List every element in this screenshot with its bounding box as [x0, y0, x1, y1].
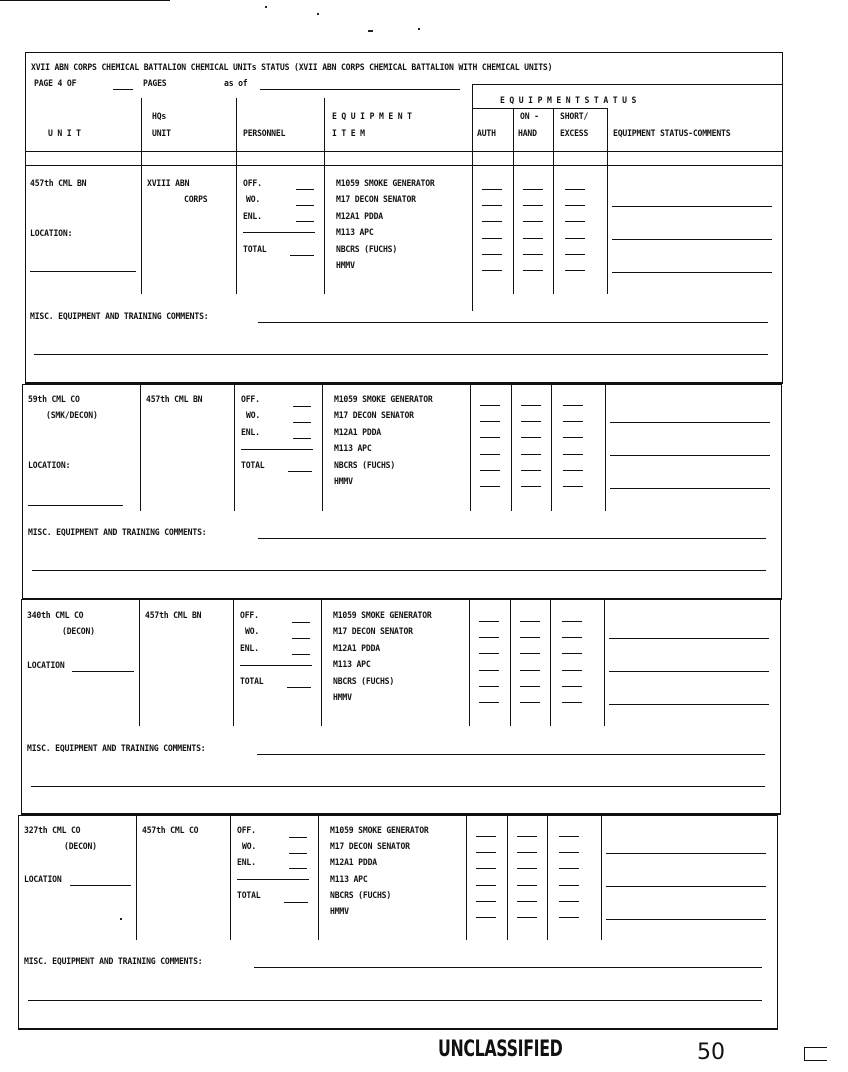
comment-line[interactable]	[612, 239, 772, 240]
short-blank[interactable]	[563, 486, 583, 487]
on-hand-blank[interactable]	[520, 621, 540, 622]
col-divider	[230, 816, 231, 940]
on-hand-blank[interactable]	[521, 405, 541, 406]
equipment-item: HMMV	[336, 261, 355, 271]
short-blank[interactable]	[559, 852, 579, 853]
scan-speck	[368, 30, 373, 32]
as-of-date-blank[interactable]	[260, 89, 460, 90]
as-of-label: as of	[224, 79, 248, 89]
col-on-hand-2: HAND	[518, 129, 537, 139]
misc-line[interactable]	[31, 786, 765, 787]
on-hand-blank[interactable]	[517, 901, 537, 902]
on-hand-blank[interactable]	[517, 852, 537, 853]
scan-speck	[418, 28, 420, 30]
equip-status-sub-rule	[472, 108, 608, 109]
off-blank[interactable]	[293, 406, 311, 407]
misc-label: MISC. EQUIPMENT AND TRAINING COMMENTS:	[28, 528, 207, 538]
location-label: LOCATION:	[30, 229, 73, 239]
personnel-enl: ENL.	[240, 644, 259, 654]
top-rule	[0, 0, 170, 1]
short-blank[interactable]	[563, 470, 583, 471]
col-divider	[507, 816, 508, 940]
short-blank[interactable]	[559, 901, 579, 902]
auth-blank[interactable]	[480, 486, 500, 487]
comment-line[interactable]	[606, 853, 766, 854]
col-unit: U N I T	[48, 129, 81, 139]
col-divider	[141, 98, 142, 166]
col-divider	[470, 385, 471, 511]
equipment-item: M12A1 PDDA	[336, 212, 383, 222]
equipment-item: M113 APC	[334, 444, 372, 454]
misc-label: MISC. EQUIPMENT AND TRAINING COMMENTS:	[30, 312, 209, 322]
col-divider	[607, 166, 608, 294]
misc-line[interactable]	[258, 538, 766, 539]
location-blank[interactable]	[72, 671, 134, 672]
col-divider	[236, 98, 237, 166]
equipment-item: NBCRS (FUCHS)	[334, 461, 396, 471]
short-blank[interactable]	[565, 270, 585, 271]
auth-blank[interactable]	[480, 454, 500, 455]
on-hand-blank[interactable]	[520, 637, 540, 638]
comment-line[interactable]	[612, 206, 772, 207]
page-number: 50	[697, 1040, 725, 1065]
comment-line[interactable]	[612, 272, 772, 273]
auth-blank[interactable]	[482, 205, 502, 206]
col-divider	[553, 108, 554, 166]
col-divider	[469, 600, 470, 726]
col-divider	[513, 166, 514, 294]
equipment-item: M1059 SMOKE GENERATOR	[330, 826, 429, 836]
auth-blank[interactable]	[480, 437, 500, 438]
auth-blank[interactable]	[479, 686, 499, 687]
personnel-enl: ENL.	[237, 858, 256, 868]
auth-blank[interactable]	[479, 621, 499, 622]
unit-name: 327th CML CO	[24, 826, 81, 836]
hq-unit: 457th CML BN	[145, 611, 202, 621]
col-divider	[466, 816, 467, 940]
col-divider	[321, 600, 322, 726]
equipment-item: HMMV	[333, 693, 352, 703]
col-equip-item-1: E Q U I P M E N T	[332, 112, 412, 122]
equipment-item: M1059 SMOKE GENERATOR	[336, 179, 435, 189]
on-hand-blank[interactable]	[517, 917, 537, 918]
auth-blank[interactable]	[479, 653, 499, 654]
col-divider	[324, 98, 325, 166]
corner-mark	[804, 1047, 827, 1061]
equipment-item: M17 DECON SENATOR	[330, 842, 410, 852]
col-equip-item-2: I T E M	[332, 129, 365, 139]
on-hand-blank[interactable]	[517, 868, 537, 869]
misc-line[interactable]	[254, 967, 762, 968]
short-blank[interactable]	[559, 885, 579, 886]
col-divider	[234, 385, 235, 511]
comment-line[interactable]	[609, 638, 769, 639]
auth-blank[interactable]	[480, 421, 500, 422]
auth-blank[interactable]	[476, 901, 496, 902]
unit-subname: (DECON)	[62, 627, 95, 637]
location-label: LOCATION	[27, 661, 65, 671]
col-divider	[604, 600, 605, 726]
location-blank[interactable]	[28, 505, 123, 506]
col-divider	[511, 385, 512, 511]
col-divider	[141, 166, 142, 294]
auth-blank[interactable]	[476, 852, 496, 853]
wo-blank[interactable]	[293, 422, 311, 423]
on-hand-blank[interactable]	[521, 454, 541, 455]
auth-blank[interactable]	[476, 917, 496, 918]
col-divider	[550, 600, 551, 726]
equipment-item: NBCRS (FUCHS)	[336, 245, 398, 255]
personnel-total: TOTAL	[240, 677, 264, 687]
short-blank[interactable]	[562, 702, 582, 703]
misc-line[interactable]	[32, 570, 766, 571]
col-on-hand-1: ON -	[520, 112, 539, 122]
auth-blank[interactable]	[480, 470, 500, 471]
short-blank[interactable]	[565, 189, 585, 190]
equip-status-heading: E Q U I P M E N T S T A T U S	[500, 96, 637, 106]
off-blank[interactable]	[296, 189, 314, 190]
wo-blank[interactable]	[289, 853, 307, 854]
col-divider	[607, 108, 608, 166]
subtotal-rule	[240, 665, 312, 666]
off-blank[interactable]	[292, 622, 310, 623]
short-blank[interactable]	[565, 238, 585, 239]
form-title: XVII ABN CORPS CHEMICAL BATTALION CHEMICAL UNITs STATUS (XVII ABN CORPS CHEMICAL BATTALION WITH CHEMICAL UNITS)	[31, 63, 553, 73]
short-blank[interactable]	[562, 670, 582, 671]
col-divider	[553, 166, 554, 294]
col-personnel: PERSONNEL	[243, 129, 286, 139]
enl-blank[interactable]	[293, 438, 311, 439]
col-divider	[605, 385, 606, 511]
enl-blank[interactable]	[292, 654, 310, 655]
col-divider	[547, 816, 548, 940]
hq-unit: XVIII ABN	[147, 179, 190, 189]
short-blank[interactable]	[565, 254, 585, 255]
col-divider	[513, 108, 514, 166]
col-divider	[136, 816, 137, 940]
on-hand-blank[interactable]	[520, 702, 540, 703]
on-hand-blank[interactable]	[521, 437, 541, 438]
personnel-wo: WO.	[246, 195, 261, 205]
equipment-item: NBCRS (FUCHS)	[330, 891, 392, 901]
personnel-off: OFF.	[237, 826, 256, 836]
personnel-enl: ENL.	[241, 428, 260, 438]
col-divider	[510, 600, 511, 726]
page-label: PAGE 4 OF	[34, 79, 77, 89]
wo-blank[interactable]	[292, 638, 310, 639]
unit-subname: (DECON)	[64, 842, 97, 852]
equipment-item: M1059 SMOKE GENERATOR	[333, 611, 432, 621]
on-hand-blank[interactable]	[523, 205, 543, 206]
short-blank[interactable]	[563, 405, 583, 406]
col-divider	[139, 600, 140, 726]
classification-stamp: UNCLASSIFIED	[438, 1037, 563, 1062]
scan-speck	[265, 6, 267, 8]
col-divider	[318, 816, 319, 940]
misc-label: MISC. EQUIPMENT AND TRAINING COMMENTS:	[24, 957, 203, 967]
on-hand-blank[interactable]	[523, 254, 543, 255]
misc-line[interactable]	[34, 354, 768, 355]
on-hand-blank[interactable]	[520, 670, 540, 671]
personnel-off: OFF.	[243, 179, 262, 189]
col-divider	[601, 816, 602, 940]
on-hand-blank[interactable]	[521, 421, 541, 422]
total-blank[interactable]	[290, 255, 314, 256]
personnel-off: OFF.	[241, 395, 260, 405]
equipment-item: M1059 SMOKE GENERATOR	[334, 395, 433, 405]
equipment-item: M12A1 PDDA	[334, 428, 381, 438]
short-blank[interactable]	[562, 637, 582, 638]
equipment-item: M12A1 PDDA	[330, 858, 377, 868]
equipment-item: HMMV	[330, 907, 349, 917]
auth-blank[interactable]	[476, 836, 496, 837]
comment-line[interactable]	[609, 671, 769, 672]
enl-blank[interactable]	[289, 868, 307, 869]
on-hand-blank[interactable]	[521, 470, 541, 471]
col-divider	[140, 385, 141, 511]
auth-blank[interactable]	[482, 221, 502, 222]
col-divider	[472, 84, 473, 166]
col-comments: EQUIPMENT STATUS-COMMENTS	[613, 129, 731, 139]
misc-label: MISC. EQUIPMENT AND TRAINING COMMENTS:	[27, 744, 206, 754]
equipment-item: HMMV	[334, 477, 353, 487]
col-divider	[472, 166, 473, 311]
personnel-wo: WO.	[245, 627, 260, 637]
auth-blank[interactable]	[479, 670, 499, 671]
on-hand-blank[interactable]	[523, 221, 543, 222]
col-short-1: SHORT/	[560, 112, 589, 122]
comment-line[interactable]	[610, 422, 770, 423]
misc-line[interactable]	[28, 1000, 762, 1001]
short-blank[interactable]	[562, 621, 582, 622]
equipment-item: M113 APC	[333, 660, 371, 670]
pages-label: PAGES	[143, 79, 167, 89]
short-blank[interactable]	[563, 437, 583, 438]
unit-subname: (SMK/DECON)	[46, 411, 98, 421]
comment-line[interactable]	[606, 919, 766, 920]
col-divider	[236, 166, 237, 294]
location-label: LOCATION	[24, 875, 62, 885]
personnel-total: TOTAL	[237, 891, 261, 901]
on-hand-blank[interactable]	[523, 238, 543, 239]
equipment-item: M17 DECON SENATOR	[334, 411, 414, 421]
auth-blank[interactable]	[479, 702, 499, 703]
auth-blank[interactable]	[482, 254, 502, 255]
enl-blank[interactable]	[296, 221, 314, 222]
subtotal-rule	[243, 232, 315, 233]
comment-line[interactable]	[610, 488, 770, 489]
hq-unit-2: CORPS	[184, 195, 208, 205]
unit-name: 59th CML CO	[28, 395, 80, 405]
misc-line[interactable]	[258, 322, 768, 323]
unit-name: 457th CML BN	[30, 179, 87, 189]
total-blank[interactable]	[288, 471, 312, 472]
equipment-item: M17 DECON SENATOR	[333, 627, 413, 637]
auth-blank[interactable]	[482, 238, 502, 239]
col-divider	[233, 600, 234, 726]
col-divider	[322, 385, 323, 511]
personnel-total: TOTAL	[243, 245, 267, 255]
on-hand-blank[interactable]	[521, 486, 541, 487]
wo-blank[interactable]	[296, 205, 314, 206]
col-divider	[551, 385, 552, 511]
personnel-total: TOTAL	[241, 461, 265, 471]
subtotal-rule	[237, 879, 309, 880]
auth-blank[interactable]	[480, 405, 500, 406]
short-blank[interactable]	[559, 868, 579, 869]
col-hqs-2: UNIT	[152, 129, 171, 139]
unit-name: 340th CML CO	[27, 611, 84, 621]
equip-status-top	[472, 84, 782, 85]
auth-blank[interactable]	[482, 189, 502, 190]
scan-speck	[120, 918, 122, 920]
equipment-item: M113 APC	[330, 875, 368, 885]
on-hand-blank[interactable]	[517, 836, 537, 837]
personnel-wo: WO.	[246, 411, 261, 421]
col-divider	[324, 166, 325, 294]
on-hand-blank[interactable]	[523, 189, 543, 190]
off-blank[interactable]	[289, 837, 307, 838]
auth-blank[interactable]	[479, 637, 499, 638]
total-pages-blank[interactable]	[113, 89, 133, 90]
auth-blank[interactable]	[476, 868, 496, 869]
equipment-item: NBCRS (FUCHS)	[333, 677, 395, 687]
equipment-item: M12A1 PDDA	[333, 644, 380, 654]
personnel-wo: WO.	[242, 842, 257, 852]
on-hand-blank[interactable]	[520, 653, 540, 654]
location-blank[interactable]	[30, 271, 136, 272]
header-bottom-rule	[25, 151, 782, 152]
equipment-item: M113 APC	[336, 228, 374, 238]
col-hqs-1: HQs	[152, 112, 167, 122]
comment-line[interactable]	[610, 455, 770, 456]
hq-unit: 457th CML CO	[142, 826, 199, 836]
total-blank[interactable]	[287, 687, 311, 688]
location-blank[interactable]	[70, 885, 131, 886]
short-blank[interactable]	[562, 653, 582, 654]
on-hand-blank[interactable]	[523, 270, 543, 271]
on-hand-blank[interactable]	[520, 686, 540, 687]
short-blank[interactable]	[563, 421, 583, 422]
scan-speck	[317, 13, 319, 15]
equipment-item: M17 DECON SENATOR	[336, 195, 416, 205]
total-blank[interactable]	[284, 902, 308, 903]
short-blank[interactable]	[565, 221, 585, 222]
personnel-enl: ENL.	[243, 212, 262, 222]
hq-unit: 457th CML BN	[146, 395, 203, 405]
short-blank[interactable]	[559, 917, 579, 918]
short-blank[interactable]	[562, 686, 582, 687]
short-blank[interactable]	[565, 205, 585, 206]
misc-line[interactable]	[257, 754, 765, 755]
col-short-2: EXCESS	[560, 129, 589, 139]
on-hand-blank[interactable]	[517, 885, 537, 886]
short-blank[interactable]	[563, 454, 583, 455]
subtotal-rule	[241, 449, 313, 450]
personnel-off: OFF.	[240, 611, 259, 621]
location-label: LOCATION:	[28, 461, 71, 471]
comment-line[interactable]	[606, 886, 766, 887]
auth-blank[interactable]	[476, 885, 496, 886]
comment-line[interactable]	[609, 704, 769, 705]
short-blank[interactable]	[559, 836, 579, 837]
auth-blank[interactable]	[482, 270, 502, 271]
col-auth: AUTH	[477, 129, 496, 139]
